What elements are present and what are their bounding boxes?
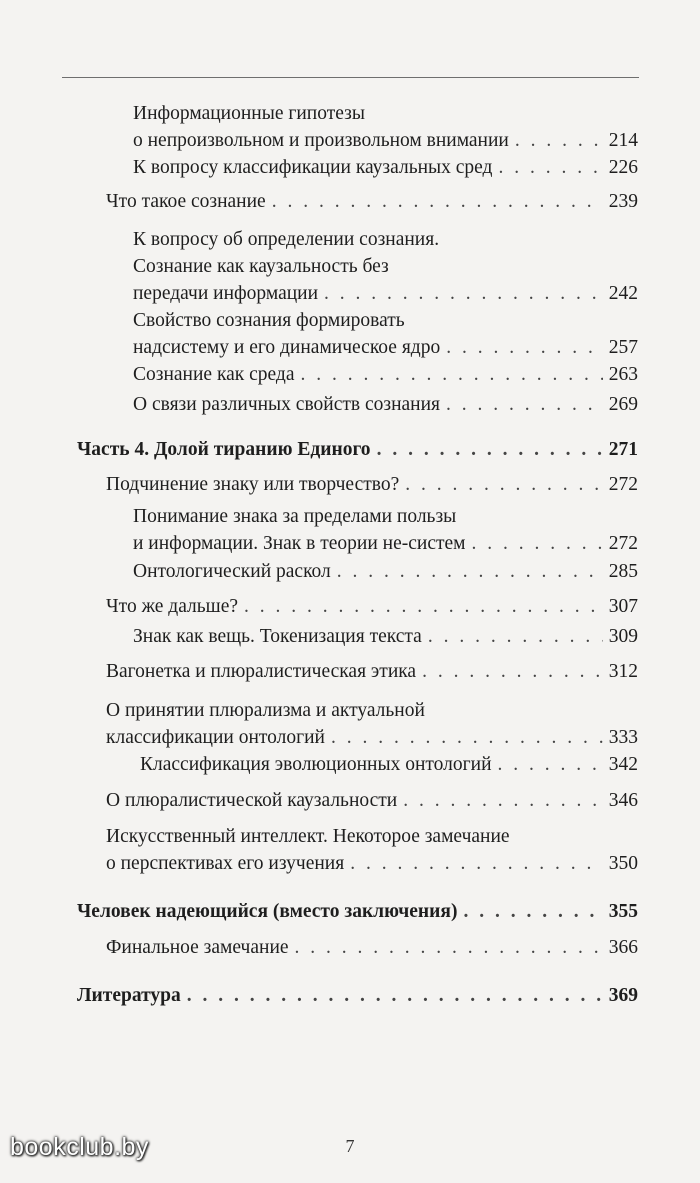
toc-entry-title-line: Информационные гипотезы [133, 103, 365, 124]
toc-entry-title-line: О принятии плюрализма и актуальной [106, 700, 425, 721]
toc-entry [106, 593, 638, 620]
toc-entry-last-line [106, 934, 638, 961]
toc-entry-last-line [133, 558, 638, 585]
toc-entry-last-line [133, 361, 638, 388]
toc-entry [106, 934, 638, 961]
toc-entry-last-line [106, 471, 638, 498]
dot-leader [463, 898, 602, 925]
toc-entry-title: Литература [77, 985, 181, 1006]
toc-entry-last-line [133, 127, 638, 154]
toc-entry-last-line [106, 593, 638, 620]
toc-page-number: 214 [608, 130, 638, 151]
toc-entry-title: Классификация эволюционных онтологий [140, 754, 492, 775]
toc-entry-title-line: Сознание как каузальность без [133, 256, 389, 277]
dot-leader [301, 361, 603, 388]
toc-entry-last-line [133, 334, 638, 361]
toc-page-number: 239 [608, 191, 638, 212]
toc-entry-title: О связи различных свойств сознания [133, 394, 441, 415]
dot-leader [498, 751, 603, 778]
watermark: bookclub.by [10, 1133, 149, 1161]
dot-leader [331, 724, 603, 751]
dot-leader [422, 658, 603, 685]
toc-page-number: 269 [608, 394, 638, 415]
toc-page-number: 350 [608, 853, 638, 874]
toc-entry-title: надсистему и его динамическое ядро [133, 337, 441, 358]
toc-entry-title-line: Искусственный интеллект. Некоторое замечание [106, 826, 510, 847]
dot-leader [403, 787, 603, 814]
toc-page-number: 342 [608, 754, 638, 775]
toc-entry-title: Онтологический раскол [133, 561, 331, 582]
dot-leader [272, 188, 603, 215]
toc-entry-title-line: К вопросу об определении сознания. [133, 229, 440, 250]
toc-entry [106, 188, 638, 215]
toc-page-number: 355 [608, 901, 638, 922]
toc-entry [133, 558, 638, 585]
dot-leader [337, 558, 603, 585]
toc-entry-title: Что же дальше? [106, 596, 239, 617]
toc-page-number: 271 [608, 439, 638, 460]
toc-entry [106, 658, 638, 685]
toc-entry-title: о непроизвольном и произвольном внимании [133, 130, 509, 151]
toc-entry-title-line: Понимание знака за пределами пользы [133, 506, 457, 527]
dot-leader [498, 154, 602, 181]
toc-entry-last-line [77, 436, 638, 463]
toc-page-number: 226 [608, 157, 638, 178]
toc-page-number: 309 [608, 626, 638, 647]
toc-entry-last-line [106, 787, 638, 814]
dot-leader [187, 982, 603, 1009]
toc-entry [106, 787, 638, 814]
toc-entry-last-line [133, 623, 638, 650]
dot-leader [472, 530, 603, 557]
toc-page-number: 257 [608, 337, 638, 358]
toc-page-number: 312 [608, 661, 638, 682]
toc-page-number: 307 [608, 596, 638, 617]
toc-entry-last-line [106, 658, 638, 685]
toc-page-number: 346 [608, 790, 638, 811]
toc-entry [133, 503, 638, 557]
dot-leader [295, 934, 603, 961]
toc-entry [140, 751, 638, 778]
toc-entry-last-line [133, 154, 638, 181]
toc-entry-title: Финальное замечание [106, 937, 289, 958]
toc-entry-title: о перспективах его изучения [106, 853, 345, 874]
dot-leader [350, 850, 603, 877]
toc-entry [106, 471, 638, 498]
toc-entry-title: Часть 4. Долой тиранию Единого [77, 439, 371, 460]
toc-entry-last-line [106, 188, 638, 215]
toc-entry-last-line [106, 724, 638, 751]
toc-entry [77, 982, 638, 1009]
toc-entry-title: передачи информации [133, 283, 319, 304]
toc-page-number: 263 [608, 364, 638, 385]
toc-entry [133, 226, 638, 307]
toc-entry-title: Человек надеющийся (вместо заключения) [77, 901, 458, 922]
toc-entry [106, 697, 638, 751]
toc-page-number: 272 [608, 474, 638, 495]
toc-entry-last-line [133, 391, 638, 418]
toc-entry [133, 361, 638, 388]
toc-page-number: 366 [608, 937, 638, 958]
toc-entry-title: классификации онтологий [106, 727, 325, 748]
toc-page-number: 272 [608, 533, 638, 554]
dot-leader [377, 436, 603, 463]
toc-entry-last-line [140, 751, 638, 778]
toc-page-number: 369 [608, 985, 638, 1006]
dot-leader [324, 280, 603, 307]
toc-entry-title: Сознание как среда [133, 364, 295, 385]
toc-entry-title: О плюралистической каузальности [106, 790, 398, 811]
toc-entry-last-line [106, 850, 638, 877]
toc-entry-title: К вопросу классификации каузальных сред [133, 157, 493, 178]
toc-entry-last-line [77, 982, 638, 1009]
toc-entry-title: Знак как вещь. Токенизация текста [133, 626, 422, 647]
dot-leader [244, 593, 603, 620]
toc-entry-last-line [133, 530, 638, 557]
toc-entry-title: Подчинение знаку или творчество? [106, 474, 400, 495]
toc-entry [77, 436, 638, 463]
page-number: 7 [345, 1136, 355, 1156]
toc-entry-title: и информации. Знак в теории не-систем [133, 533, 466, 554]
toc-page-number: 285 [608, 561, 638, 582]
toc-page-number: 242 [608, 283, 638, 304]
toc-entry [106, 823, 638, 877]
dot-leader [446, 334, 603, 361]
dot-leader [405, 471, 603, 498]
dot-leader [446, 391, 603, 418]
dot-leader [515, 127, 603, 154]
toc-entry-title: Что такое сознание [106, 191, 266, 212]
toc-entry [133, 307, 638, 361]
toc-page-number: 333 [608, 727, 638, 748]
toc-entry [133, 391, 638, 418]
toc-entry [133, 100, 638, 154]
toc-entry [77, 898, 638, 925]
toc-entry-last-line [133, 280, 638, 307]
toc-entry [133, 154, 638, 181]
toc-entry-title-line: Свойство сознания формировать [133, 310, 405, 331]
toc-entry [133, 623, 638, 650]
toc-entry-last-line [77, 898, 638, 925]
dot-leader [428, 623, 603, 650]
toc-entry-title: Вагонетка и плюралистическая этика [106, 661, 417, 682]
